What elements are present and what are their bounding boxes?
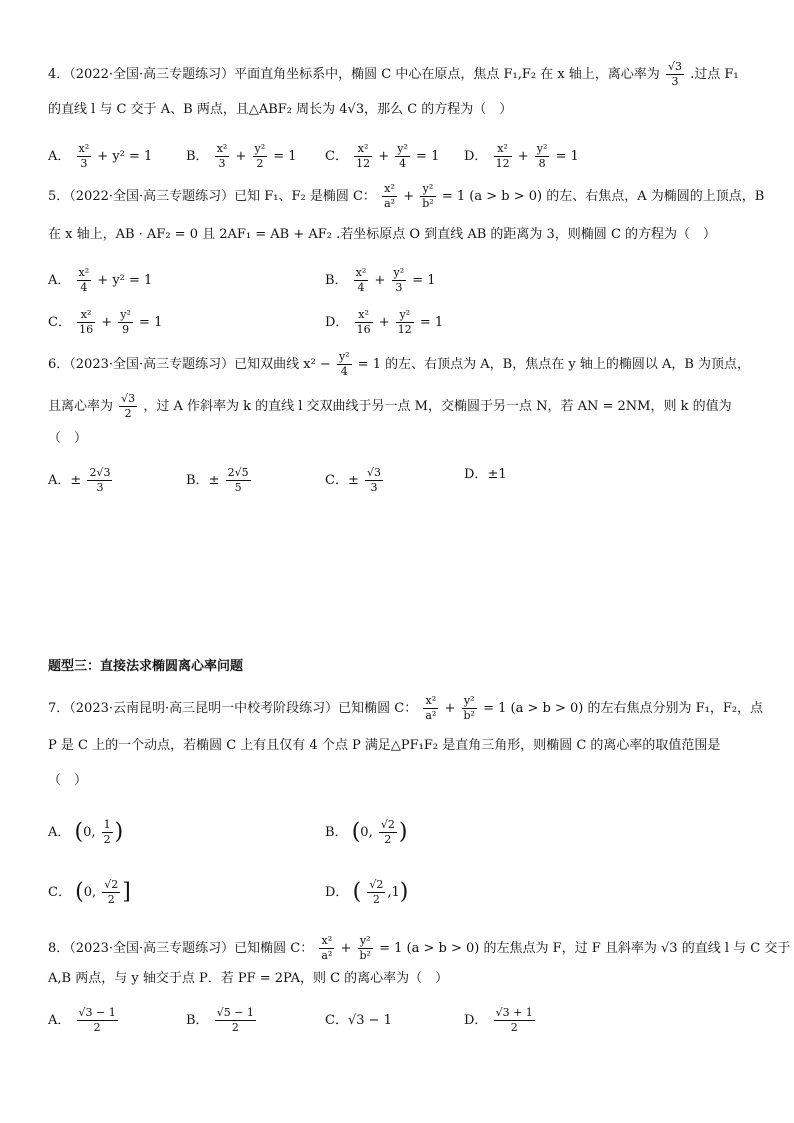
q7-line3: （ ） <box>48 773 88 788</box>
q8-option-a[interactable]: A． $\frac{√3 - 1}{2}$ <box>48 1006 116 1034</box>
q6-option-c[interactable]: C．± $\frac{√3}{3}$ <box>325 466 382 494</box>
q7-line2: P 是 C 上的一个动点，若椭圆 C 上有且仅有 4 个点 P 满足△PF₁F₂ 是直角三角形，则椭圆 C 的离心率的取值范围是 <box>48 738 721 753</box>
q6-line3: （ ） <box>48 431 88 446</box>
q4-option-b[interactable]: B． $\frac{\text{x²}}{3}$ + $\frac{\text{y²}}{2}$ = 1 <box>186 142 297 170</box>
q7-line1: 7．（2023·云南昆明·高三昆明一中校考阶段练习）已知椭圆 C： $\frac{\text{x²}}{\text{a²}}$ + $\frac{\text{y²}}{\text{b²}}$ = 1 (a > b > 0) 的左右焦点分别为 F₁，F₂，点 <box>48 694 764 722</box>
q4-stem-tail: .过点 F₁ <box>690 67 739 82</box>
q5-line1: 5．（2022·全国·高三专题练习）已知 F₁、F₂ 是椭圆 C： $\frac{\text{x²}}{\text{a²}}$ + $\frac{\text{y²}}{\text{b²}}$ = 1 (a > b > 0) 的左、右焦点，A 为椭圆的上顶点，B <box>48 182 765 210</box>
q8-option-c[interactable]: C．√3 − 1 <box>325 1013 392 1028</box>
q7-option-a[interactable]: A． (0, $\frac{1}{2}$ ) <box>48 818 124 846</box>
q5-line2: 在 x 轴上，AB · AF₂ = 0 且 2AF₁ = AB + AF₂ .若坐标原点 O 到直线 AB 的距离为 3，则椭圆 C 的方程为（ ） <box>48 227 717 242</box>
q5-option-b[interactable]: B． $\frac{\text{x²}}{4}$ + $\frac{\text{y²}}{3}$ = 1 <box>325 266 436 294</box>
section-title: 题型三：直接法求椭圆离心率问题 <box>48 659 244 674</box>
q7-option-c[interactable]: C． (0, $\frac{√2}{2}$ ] <box>48 878 131 906</box>
q4-eccentricity-fraction: $\frac{√3}{3}$ <box>667 60 682 88</box>
q8-option-d[interactable]: D． $\frac{√3 + 1}{2}$ <box>464 1006 533 1034</box>
q6-line2: 且离心率为 $\frac{√3}{2}$ ，过 A 作斜率为 k 的直线 l 交双曲线于另一点 M，交椭圆于另一点 N，若 AN = 2NM，则 k 的值为 <box>48 392 732 420</box>
q4-option-c[interactable]: C． $\frac{\text{x²}}{12}$ + $\frac{\text{y²}}{4}$ = 1 <box>325 142 440 170</box>
q5-option-c[interactable]: C． $\frac{\text{x²}}{16}$ + $\frac{\text{y²}}{9}$ = 1 <box>48 308 163 336</box>
q6-option-d[interactable]: D．±1 <box>464 467 507 482</box>
q5-option-a[interactable]: A． $\frac{\text{x²}}{4}$ + y² = 1 <box>48 266 153 294</box>
q6-line1: 6．（2023·全国·高三专题练习）已知双曲线 x² − $\frac{\text{y²}}{4}$ = 1 的左、右顶点为 A，B，焦点在 y 轴上的椭圆以 A，B 为顶点， <box>48 350 751 378</box>
q4-line1 <box>48 60 750 89</box>
q8-line1: 8．（2023·全国·高三专题练习）已知椭圆 C： $\frac{\text{x²}}{\text{a²}}$ + $\frac{\text{y²}}{\text{b²}}$ = 1 (a > b > 0) 的左焦点为 F，过 F 且斜率为 √3 的直线 l 与 C 交于 <box>48 934 791 962</box>
q4-option-a[interactable]: A． $\frac{\text{x²}}{3}$ + y² = 1 <box>48 142 153 170</box>
q8-line2: A,B 两点，与 y 轴交于点 P．若 PF = 2PA，则 C 的离心率为（ ） <box>48 971 449 986</box>
q4-stem-text: 4．（2022·全国·高三专题练习）平面直角坐标系中，椭圆 C 中心在原点，焦点 F₁,F₂ 在 x 轴上，离心率为 <box>48 67 660 82</box>
q5-option-d[interactable]: D． $\frac{\text{x²}}{16}$ + $\frac{\text{y²}}{12}$ = 1 <box>325 308 444 336</box>
q7-option-d[interactable]: D． ( $\frac{√2}{2}$ ,1) <box>325 878 409 906</box>
q4-option-d[interactable]: D． $\frac{\text{x²}}{12}$ + $\frac{\text{y²}}{8}$ = 1 <box>464 142 579 170</box>
q6-option-b[interactable]: B．± $\frac{2√5}{5}$ <box>186 466 249 494</box>
q6-option-a[interactable]: A．± $\frac{2√3}{3}$ <box>48 466 111 494</box>
q7-option-b[interactable]: B． (0, $\frac{√2}{2}$ ) <box>325 818 408 846</box>
q8-option-b[interactable]: B． $\frac{√5 - 1}{2}$ <box>186 1006 254 1034</box>
q4-line2: 的直线 l 与 C 交于 A、B 两点，且△ABF₂ 周长为 4√3，那么 C 的方程为（ ） <box>48 102 513 117</box>
